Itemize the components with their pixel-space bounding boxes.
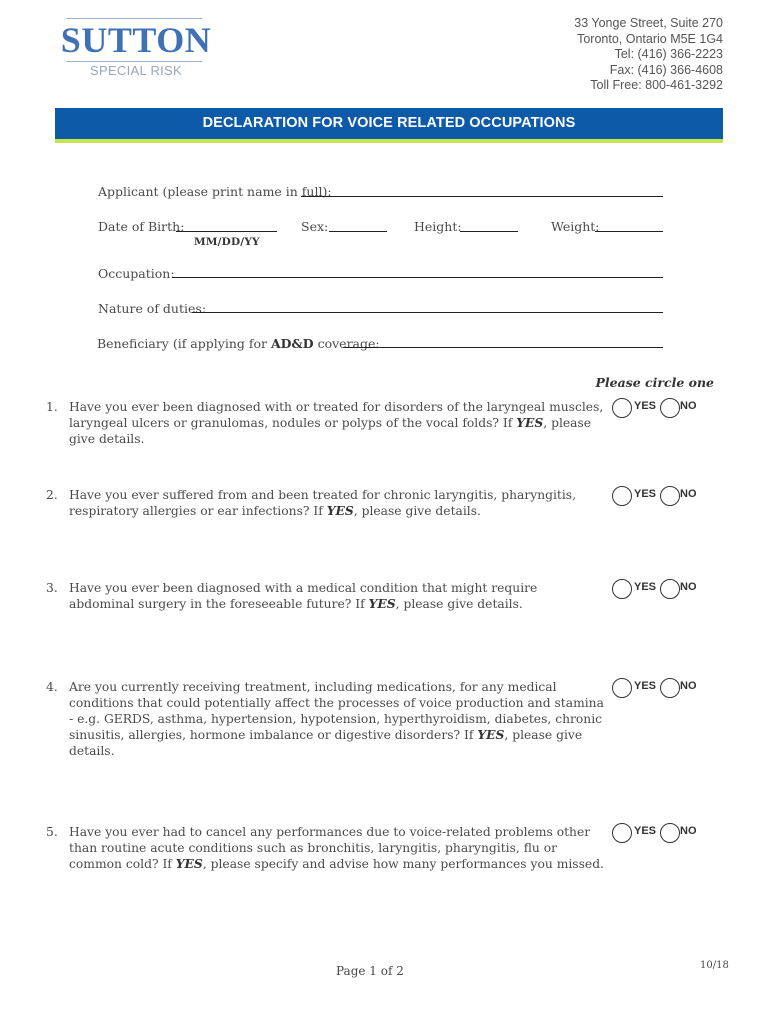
question-text-yes: YES [326, 503, 354, 518]
sex-field[interactable] [329, 230, 387, 232]
no-circle-2[interactable] [660, 486, 680, 506]
question-1 [46, 399, 606, 447]
no-label: NO [680, 581, 697, 593]
beneficiary-label-bold: AD&D [270, 336, 314, 351]
question-text-yes: YES [175, 856, 203, 871]
answer-options-1 [612, 398, 722, 418]
question-text-tail: , please give details. [395, 597, 523, 611]
question-text-main: Have you ever been diagnosed with or treated for disorders of the laryngeal muscles, laryngeal ulcers or granulomas, nodules or polyps of the vocal folds? If [69, 400, 604, 430]
sex-label: Sex: [301, 219, 329, 234]
duties-label: Nature of duties: [98, 301, 207, 316]
no-label: NO [680, 680, 697, 692]
title-accent-stripe [55, 139, 723, 143]
question-text [69, 824, 606, 872]
company-logo: SUTTON [60, 20, 212, 60]
beneficiary-field[interactable] [343, 346, 663, 348]
occupation-label: Occupation: [98, 266, 175, 281]
beneficiary-label-pre: Beneficiary (if applying for [97, 336, 271, 351]
question-3 [46, 580, 606, 612]
question-text-main: Have you ever had to cancel any performances due to voice-related problems other than routine acute conditions such as bronchitis, laryngitis, pharyngitis, flu or common cold? If [69, 825, 591, 871]
no-label: NO [680, 400, 697, 412]
question-text-yes: YES [368, 596, 396, 611]
question-text [69, 679, 606, 759]
question-number: 4. [46, 680, 58, 694]
dob-format-hint: MM/DD/YY [194, 236, 260, 248]
height-label: Height: [414, 219, 462, 234]
no-label: NO [680, 825, 697, 837]
question-text [69, 399, 606, 447]
yes-circle-2[interactable] [612, 486, 632, 506]
answer-options-5 [612, 823, 722, 843]
duties-field[interactable] [192, 311, 663, 313]
address-line1: 33 Yonge Street, Suite 270 [574, 16, 723, 30]
address-tel: Tel: (416) 366-2223 [614, 47, 723, 61]
weight-label: Weight: [551, 219, 600, 234]
question-text-tail: , please give details. [69, 728, 583, 758]
address-tollfree: Toll Free: 800-461-3292 [590, 78, 723, 92]
answer-options-2 [612, 486, 722, 506]
revision-date: 10/18 [700, 960, 729, 971]
page-number: Page 1 of 2 [336, 964, 404, 978]
question-5 [46, 824, 606, 872]
question-text [69, 580, 606, 612]
dob-field[interactable] [176, 230, 277, 232]
question-text-tail: , please give details. [353, 504, 481, 518]
yes-label: YES [634, 680, 657, 692]
applicant-field[interactable] [301, 195, 663, 197]
no-circle-4[interactable] [660, 678, 680, 698]
yes-circle-4[interactable] [612, 678, 632, 698]
question-number: 5. [46, 825, 58, 839]
no-circle-1[interactable] [660, 398, 680, 418]
address-line2: Toronto, Ontario M5E 1G4 [577, 31, 723, 46]
no-circle-5[interactable] [660, 823, 680, 843]
question-text-yes: YES [516, 415, 544, 430]
height-field[interactable] [460, 230, 518, 232]
yes-label: YES [634, 488, 657, 500]
answer-options-3 [612, 579, 722, 599]
yes-label: YES [634, 825, 657, 837]
logo-rule-bottom [66, 61, 202, 62]
question-number: 1. [46, 400, 58, 414]
logo-subtitle: SPECIAL RISK [90, 63, 182, 78]
yes-circle-1[interactable] [612, 398, 632, 418]
yes-circle-5[interactable] [612, 823, 632, 843]
no-circle-3[interactable] [660, 579, 680, 599]
question-text-tail: , please give details. [69, 416, 592, 446]
company-address [574, 16, 723, 94]
question-text-main: Have you ever been diagnosed with a medical condition that might require abdominal surgery in the foreseeable future? If [69, 581, 538, 611]
form-title: DECLARATION FOR VOICE RELATED OCCUPATIONS [55, 108, 723, 139]
question-text-main: Are you currently receiving treatment, including medications, for any medical conditions that could potentially affect the processes of voice production and stamina - e.g. GERDS, asthma, hypertension, hypotension, hyperthyroidism, diabetes, chronic sinusitis, allergies, hormone imbalance or digestive disorders? If [69, 680, 604, 742]
question-4 [46, 679, 606, 759]
question-text-tail: , please specify and advise how many performances you missed. [202, 857, 604, 871]
occupation-field[interactable] [172, 276, 663, 278]
beneficiary-label [97, 336, 380, 351]
question-number: 2. [46, 488, 58, 502]
applicant-label: Applicant (please print name in full): [98, 184, 332, 199]
question-text [69, 487, 606, 519]
beneficiary-label-post: coverage: [313, 336, 380, 351]
question-number: 3. [46, 581, 58, 595]
question-2 [46, 487, 606, 519]
circle-instruction: Please circle one [595, 375, 714, 390]
no-label: NO [680, 488, 697, 500]
address-fax: Fax: (416) 366-4608 [609, 62, 723, 77]
question-text-main: Have you ever suffered from and been treated for chronic laryngitis, pharyngitis, respiratory allergies or ear infections? If [69, 488, 577, 518]
yes-label: YES [634, 400, 657, 412]
yes-label: YES [634, 581, 657, 593]
answer-options-4 [612, 678, 722, 698]
dob-label: Date of Birth: [98, 219, 185, 234]
question-text-yes: YES [477, 727, 505, 742]
yes-circle-3[interactable] [612, 579, 632, 599]
weight-field[interactable] [595, 230, 663, 232]
